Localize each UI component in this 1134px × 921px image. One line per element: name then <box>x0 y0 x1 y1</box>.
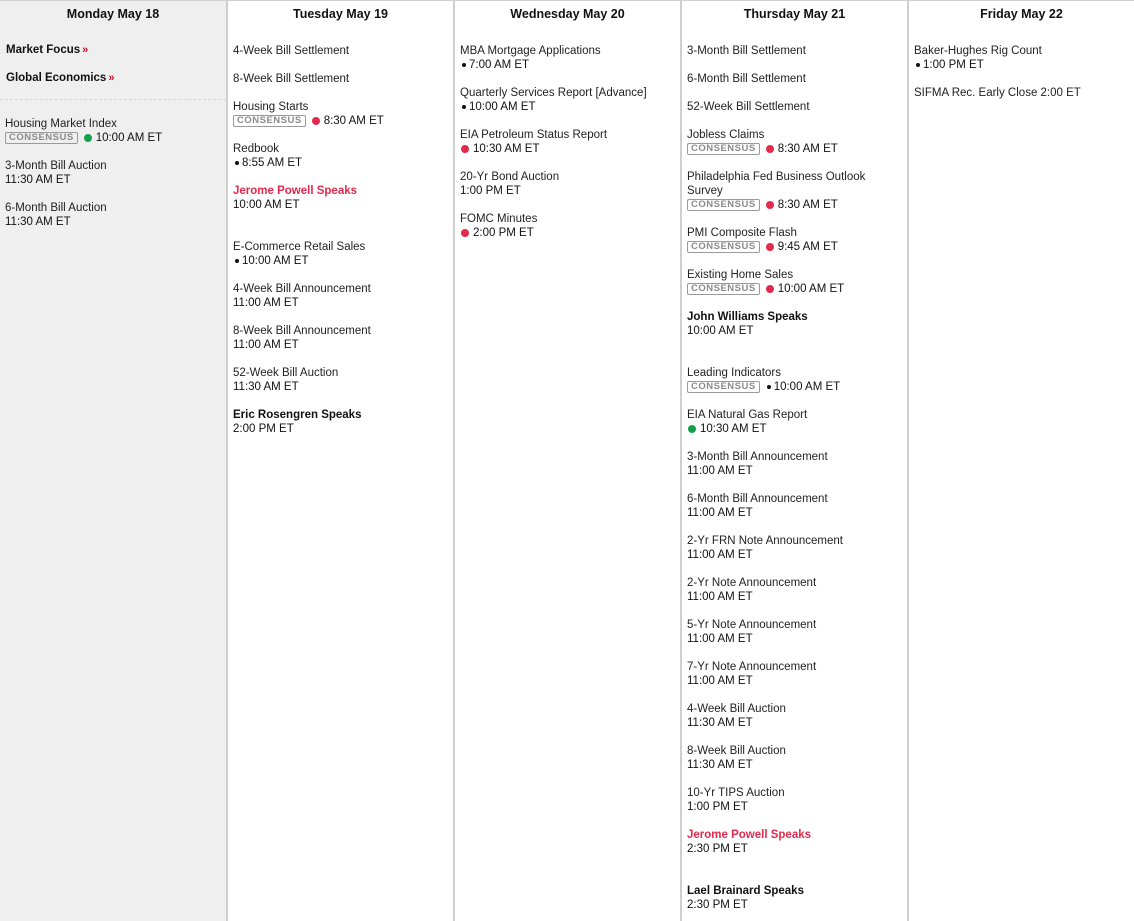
calendar-event[interactable] <box>460 44 676 72</box>
event-title[interactable]: SIFMA Rec. Early Close 2:00 ET <box>914 87 1081 99</box>
event-time: 2:30 PM ET <box>687 899 748 911</box>
event-time: 11:30 AM ET <box>5 216 71 228</box>
event-time: 8:55 AM ET <box>242 157 303 169</box>
day-column-wednesday <box>454 1 681 921</box>
bullet-dot-icon <box>235 161 239 165</box>
event-time: 11:00 AM ET <box>687 507 753 519</box>
event-time: 10:00 AM ET <box>777 283 845 295</box>
calendar-event[interactable] <box>914 86 1130 100</box>
calendar-event[interactable] <box>687 268 903 296</box>
event-meta <box>5 215 222 229</box>
green-importance-dot-icon <box>688 425 696 433</box>
calendar-event[interactable] <box>687 534 903 562</box>
calendar-event[interactable] <box>687 660 903 688</box>
link-label: Market Focus <box>6 44 81 56</box>
event-time: 11:00 AM ET <box>687 675 753 687</box>
calendar-event[interactable] <box>233 408 449 436</box>
event-title[interactable]: 4-Week Bill Settlement <box>233 45 350 57</box>
red-importance-dot-icon <box>461 229 469 237</box>
bullet-dot-icon <box>462 105 466 109</box>
event-meta <box>233 296 449 310</box>
event-title[interactable]: 8-Week Bill Settlement <box>233 73 350 85</box>
day-header: Friday May 22 <box>980 7 1063 21</box>
event-title[interactable]: Philadelphia Fed Business Outlook Survey <box>687 171 866 197</box>
event-title[interactable]: 52-Week Bill Settlement <box>687 101 810 113</box>
red-importance-dot-icon <box>766 145 774 153</box>
day-header: Wednesday May 20 <box>510 7 625 21</box>
event-time: 7:00 AM ET <box>469 59 530 71</box>
calendar-event[interactable] <box>687 128 903 156</box>
red-importance-dot-icon <box>766 201 774 209</box>
event-meta <box>233 338 449 352</box>
event-meta <box>687 590 903 604</box>
consensus-badge[interactable]: CONSENSUS <box>687 283 760 295</box>
event-time: 2:00 PM ET <box>473 227 534 239</box>
red-importance-dot-icon <box>461 145 469 153</box>
calendar-event[interactable] <box>687 744 903 772</box>
calendar-event[interactable] <box>687 884 903 912</box>
calendar-event[interactable] <box>5 159 222 187</box>
event-title[interactable]: EIA Natural Gas Report <box>687 409 808 421</box>
calendar-event[interactable] <box>233 100 449 128</box>
event-time: 10:00 AM ET <box>773 381 841 393</box>
event-title[interactable]: Baker-Hughes Rig Count <box>914 45 1042 57</box>
event-title[interactable]: Jerome Powell Speaks <box>687 829 812 841</box>
calendar-event[interactable] <box>687 828 903 856</box>
consensus-badge[interactable]: CONSENSUS <box>687 199 760 211</box>
calendar-event[interactable] <box>233 366 449 394</box>
calendar-event[interactable] <box>233 44 449 58</box>
event-title[interactable]: FOMC Minutes <box>460 213 538 225</box>
event-time: 8:30 AM ET <box>323 115 384 127</box>
calendar-event[interactable] <box>233 324 449 352</box>
event-meta <box>687 758 903 772</box>
consensus-badge[interactable]: CONSENSUS <box>687 143 760 155</box>
green-importance-dot-icon <box>84 134 92 142</box>
event-time: 10:30 AM ET <box>700 423 767 435</box>
event-title[interactable]: John Williams Speaks <box>687 311 808 323</box>
chevron-right-icon: » <box>82 44 89 56</box>
event-title[interactable]: Housing Starts <box>233 101 309 113</box>
event-time: 10:00 AM ET <box>242 255 309 267</box>
event-title[interactable]: Jerome Powell Speaks <box>233 185 358 197</box>
calendar-event[interactable] <box>233 142 449 170</box>
calendar-event[interactable] <box>687 366 903 394</box>
calendar-event[interactable] <box>687 786 903 814</box>
calendar-event[interactable] <box>460 170 676 198</box>
event-meta <box>233 422 449 436</box>
bullet-dot-icon <box>235 259 239 263</box>
bullet-dot-icon <box>916 63 920 67</box>
event-time: 1:00 PM ET <box>687 801 748 813</box>
event-meta <box>687 842 903 856</box>
event-meta <box>687 632 903 646</box>
event-time: 10:00 AM ET <box>233 199 300 211</box>
event-meta <box>687 240 903 254</box>
day-header: Monday May 18 <box>66 7 160 21</box>
event-meta <box>687 464 903 478</box>
event-title[interactable]: 6-Month Bill Announcement <box>687 493 828 505</box>
event-meta <box>233 254 449 268</box>
event-title[interactable]: 4-Week Bill Announcement <box>233 283 371 295</box>
event-title[interactable]: Redbook <box>233 143 280 155</box>
market-focus-link[interactable] <box>6 44 88 56</box>
calendar-event[interactable] <box>687 226 903 254</box>
event-meta <box>460 226 676 240</box>
event-meta <box>687 282 903 296</box>
event-time: 11:00 AM ET <box>687 465 753 477</box>
event-meta <box>460 58 676 72</box>
event-time: 11:30 AM ET <box>233 381 299 393</box>
event-meta <box>460 142 676 156</box>
event-title[interactable]: 5-Yr Note Announcement <box>687 619 817 631</box>
event-title[interactable]: Eric Rosengren Speaks <box>233 409 362 421</box>
consensus-badge[interactable]: CONSENSUS <box>687 381 760 393</box>
event-time: 2:00 PM ET <box>233 423 294 435</box>
event-time: 10:00 AM ET <box>687 325 754 337</box>
event-meta <box>687 800 903 814</box>
event-title[interactable]: Quarterly Services Report [Advance] <box>460 87 647 99</box>
calendar-event[interactable] <box>460 212 676 240</box>
event-meta <box>687 324 903 338</box>
calendar-event[interactable] <box>233 282 449 310</box>
calendar-event[interactable] <box>687 576 903 604</box>
event-title[interactable]: E-Commerce Retail Sales <box>233 241 366 253</box>
event-title[interactable]: 52-Week Bill Auction <box>233 367 339 379</box>
event-meta <box>687 898 903 912</box>
event-time: 11:30 AM ET <box>687 759 753 771</box>
event-meta <box>5 131 222 145</box>
event-time: 11:00 AM ET <box>233 297 299 309</box>
event-time: 10:00 AM ET <box>95 132 163 144</box>
event-title[interactable]: EIA Petroleum Status Report <box>460 129 608 141</box>
event-title[interactable]: 2-Yr FRN Note Announcement <box>687 535 843 547</box>
calendar-event[interactable] <box>687 408 903 436</box>
event-time: 8:30 AM ET <box>777 199 838 211</box>
event-title[interactable]: Lael Brainard Speaks <box>687 885 804 897</box>
day-header: Thursday May 21 <box>743 7 846 21</box>
event-title[interactable]: Housing Market Index <box>5 118 117 130</box>
day-column-tuesday <box>227 1 454 921</box>
event-title[interactable]: 3-Month Bill Announcement <box>687 451 828 463</box>
event-meta <box>687 380 903 394</box>
calendar-event[interactable] <box>5 117 222 145</box>
event-title[interactable]: 6-Month Bill Settlement <box>687 73 806 85</box>
divider <box>0 99 226 100</box>
global-economics-link[interactable] <box>6 72 114 84</box>
event-title[interactable]: PMI Composite Flash <box>687 227 797 239</box>
event-time: 11:30 AM ET <box>5 174 71 186</box>
event-title[interactable]: Jobless Claims <box>687 129 765 141</box>
chevron-right-icon: » <box>108 72 115 84</box>
event-meta <box>687 674 903 688</box>
calendar-event[interactable] <box>233 184 449 212</box>
calendar-event[interactable] <box>5 201 222 229</box>
event-time: 1:00 PM ET <box>923 59 984 71</box>
event-meta <box>5 173 222 187</box>
calendar-event[interactable] <box>914 44 1130 72</box>
calendar-event[interactable] <box>687 450 903 478</box>
event-time: 10:30 AM ET <box>473 143 540 155</box>
calendar-event[interactable] <box>233 240 449 268</box>
event-meta <box>687 506 903 520</box>
event-title[interactable]: 10-Yr TIPS Auction <box>687 787 785 799</box>
bullet-dot-icon <box>767 385 771 389</box>
event-time: 10:00 AM ET <box>469 101 536 113</box>
calendar-event[interactable] <box>460 86 676 114</box>
event-time: 11:00 AM ET <box>233 339 299 351</box>
event-title[interactable]: 8-Week Bill Auction <box>687 745 786 757</box>
event-time: 1:00 PM ET <box>460 185 521 197</box>
event-meta <box>460 100 676 114</box>
red-importance-dot-icon <box>766 285 774 293</box>
event-title[interactable]: 3-Month Bill Settlement <box>687 45 806 57</box>
event-time: 2:30 PM ET <box>687 843 748 855</box>
event-meta <box>687 142 903 156</box>
event-time: 9:45 AM ET <box>777 241 838 253</box>
event-time: 11:00 AM ET <box>687 549 753 561</box>
day-column-monday <box>0 1 227 921</box>
consensus-badge[interactable]: CONSENSUS <box>687 241 760 253</box>
calendar-event[interactable] <box>687 100 903 114</box>
calendar-event[interactable] <box>687 72 903 86</box>
event-meta <box>460 184 676 198</box>
event-title[interactable]: 7-Yr Note Announcement <box>687 661 817 673</box>
event-meta <box>233 156 449 170</box>
bullet-dot-icon <box>462 63 466 67</box>
event-time: 11:00 AM ET <box>687 633 753 645</box>
calendar-event[interactable] <box>460 128 676 156</box>
calendar-event[interactable] <box>687 310 903 338</box>
event-meta <box>687 716 903 730</box>
event-meta <box>914 58 1130 72</box>
calendar-event[interactable] <box>687 44 903 58</box>
event-title[interactable]: 6-Month Bill Auction <box>5 202 107 214</box>
day-column-thursday <box>681 1 908 921</box>
calendar-event[interactable] <box>687 170 903 212</box>
event-title[interactable]: Leading Indicators <box>687 367 781 379</box>
event-meta <box>687 198 903 212</box>
event-time: 8:30 AM ET <box>777 143 838 155</box>
event-meta <box>233 114 449 128</box>
calendar-event[interactable] <box>687 618 903 646</box>
day-header: Tuesday May 19 <box>293 7 388 21</box>
consensus-badge[interactable]: CONSENSUS <box>233 115 306 127</box>
event-meta <box>233 198 449 212</box>
day-column-friday <box>908 1 1134 921</box>
event-meta <box>687 548 903 562</box>
red-importance-dot-icon <box>766 243 774 251</box>
event-title[interactable]: 20-Yr Bond Auction <box>460 171 560 183</box>
consensus-badge[interactable]: CONSENSUS <box>5 132 78 144</box>
calendar-event[interactable] <box>233 72 449 86</box>
event-title[interactable]: Existing Home Sales <box>687 269 794 281</box>
calendar-event[interactable] <box>687 702 903 730</box>
event-title[interactable]: 3-Month Bill Auction <box>5 160 107 172</box>
red-importance-dot-icon <box>312 117 320 125</box>
link-label: Global Economics <box>6 72 107 84</box>
event-title[interactable]: 4-Week Bill Auction <box>687 703 786 715</box>
calendar-event[interactable] <box>687 492 903 520</box>
event-time: 11:00 AM ET <box>687 591 753 603</box>
event-meta <box>687 422 903 436</box>
event-title[interactable]: 8-Week Bill Announcement <box>233 325 371 337</box>
event-title[interactable]: 2-Yr Note Announcement <box>687 577 817 589</box>
event-title[interactable]: MBA Mortgage Applications <box>460 45 601 57</box>
event-time: 11:30 AM ET <box>687 717 753 729</box>
event-meta <box>233 380 449 394</box>
